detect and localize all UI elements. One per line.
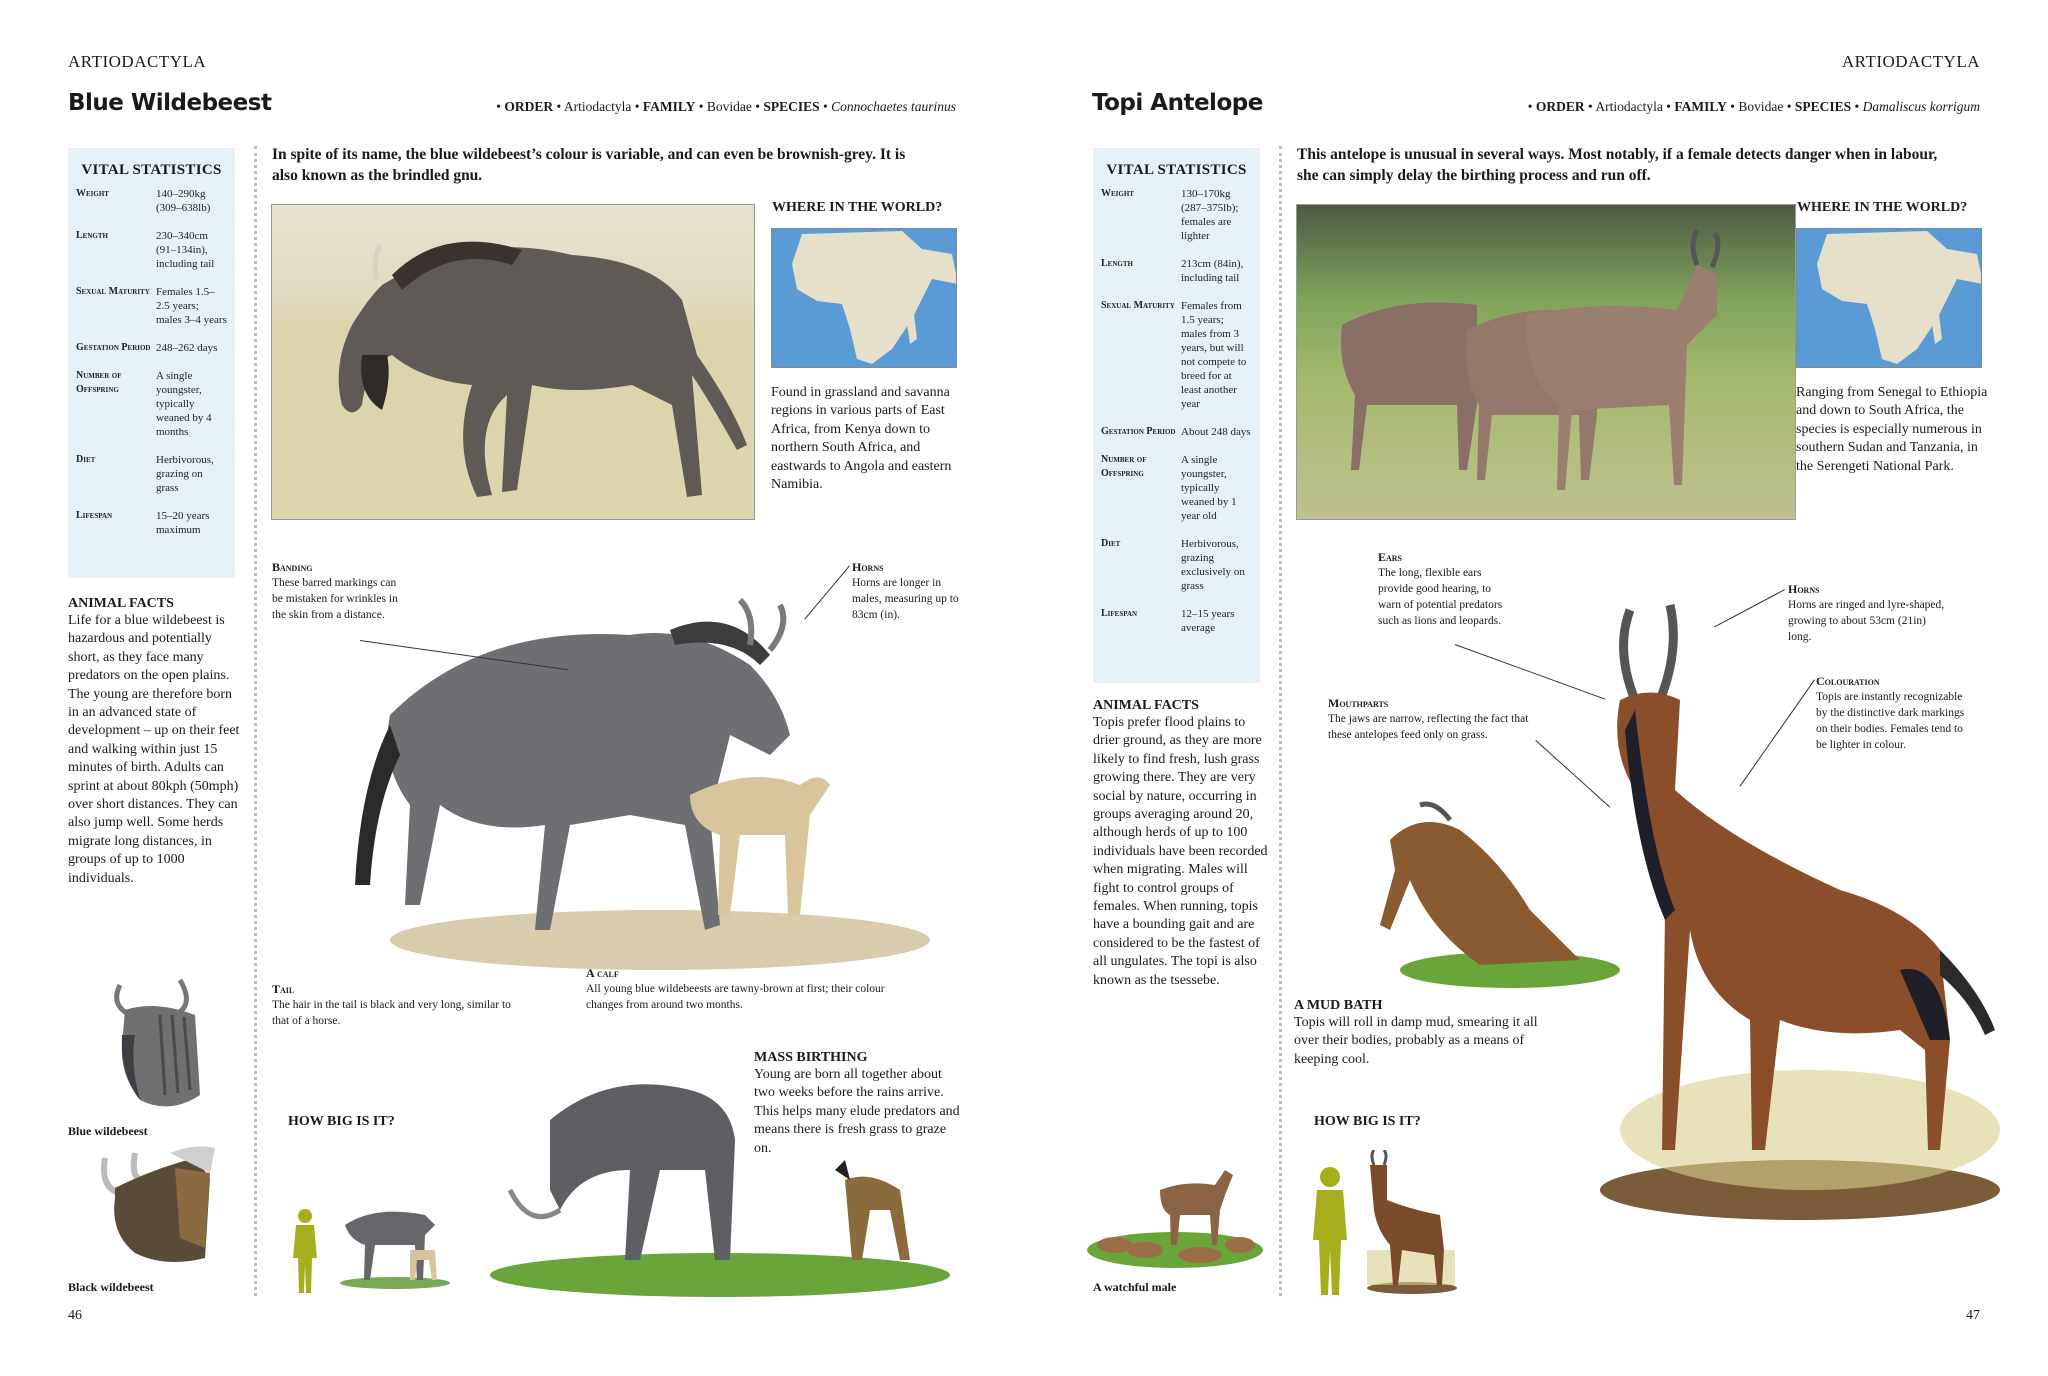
how-big-heading-left: HOW BIG IS IT? <box>288 1114 395 1129</box>
africa-map-left <box>771 228 957 368</box>
order-value: Artiodactyla <box>1595 99 1663 114</box>
animal-facts-right <box>1093 698 1268 990</box>
order-value: Artiodactyla <box>563 99 632 114</box>
stat-value: 12–15 years average <box>1181 608 1235 634</box>
how-big-heading-right: HOW BIG IS IT? <box>1314 1114 1421 1129</box>
stat-value: Females from 1.5 years; males from 3 years, but will not compete to breed for at least another year <box>1181 300 1247 410</box>
running-head-left: ARTIODACTYLA <box>68 52 207 71</box>
human-silhouette-icon-right <box>1310 1165 1350 1295</box>
order-label: ORDER <box>504 99 554 114</box>
species-label: SPECIES <box>763 99 820 114</box>
caption-blue-wildebeest: Blue wildebeest <box>68 1124 148 1138</box>
stat-value: 213cm (84in), including tail <box>1181 258 1244 284</box>
mud-bath-heading: A MUD BATH <box>1294 998 1383 1013</box>
species-label: SPECIES <box>1794 99 1852 114</box>
stat-label: Diet <box>1101 538 1121 549</box>
stat-label: Weight <box>76 188 109 199</box>
stat-row-diet <box>1101 537 1252 593</box>
callout-tail <box>272 982 512 1029</box>
mud-bath-box <box>1294 998 1544 1069</box>
stat-label: Length <box>1101 258 1133 269</box>
callout-title: Ears <box>1378 550 1403 564</box>
stat-value: Females 1.5–2.5 years; males 3–4 years <box>156 286 227 326</box>
animal-facts-left <box>68 596 243 888</box>
where-in-world-text-right: Ranging from Senegal to Ethiopia and down to South Africa, the species is especially numerous in southern Sudan and Tanzania, in the Serengeti National Park. <box>1796 385 1988 474</box>
wildebeest-with-calf-illustration <box>330 585 930 985</box>
stat-label: Lifespan <box>1101 608 1138 619</box>
family-value: Bovidae <box>1738 99 1784 114</box>
column-divider-left <box>254 146 257 1296</box>
africa-map-right <box>1796 228 1982 368</box>
stat-row-offspring <box>1101 453 1252 523</box>
stat-value: 130–170kg (287–375lb); females are lighter <box>1181 188 1239 242</box>
callout-title: Horns <box>1788 582 1820 596</box>
family-value: Bovidae <box>706 99 752 114</box>
human-silhouette-icon-left <box>290 1208 320 1293</box>
page-number-left: 46 <box>68 1308 82 1323</box>
watchful-male-illustration <box>1085 1150 1265 1270</box>
callout-mouthparts <box>1328 696 1538 743</box>
stat-value: 230–340cm (91–134in), including tail <box>156 230 215 270</box>
stat-value: Herbivorous, grazing exclusively on grass <box>1181 538 1245 592</box>
callout-title: Banding <box>272 560 313 574</box>
callout-horns-right <box>1788 582 1948 645</box>
stat-value: 15–20 years maximum <box>156 510 210 536</box>
callout-title: Colouration <box>1816 674 1880 688</box>
callout-a-calf <box>586 966 886 1013</box>
animal-facts-heading: ANIMAL FACTS <box>68 596 174 611</box>
stat-row-weight <box>76 187 227 215</box>
stat-row-gestation <box>76 341 227 355</box>
callout-colouration <box>1816 674 1976 753</box>
callout-text: The jaws are narrow, reflecting the fact that these antelopes feed only on grass. <box>1328 713 1529 741</box>
stat-label: Lifespan <box>76 510 113 521</box>
where-in-world-heading-right: WHERE IN THE WORLD? <box>1797 200 1968 215</box>
stat-row-lifespan <box>1101 607 1252 635</box>
callout-text: All young blue wildebeests are tawny-brown at first; their colour changes from around two months. <box>586 983 885 1011</box>
stat-value: About 248 days <box>1181 426 1251 438</box>
caption-watchful-male: A watchful male <box>1093 1280 1177 1294</box>
vital-statistics-panel-right <box>1093 148 1260 683</box>
stat-row-sexual-maturity <box>1101 299 1252 411</box>
vital-statistics-heading: VITAL STATISTICS <box>1106 162 1247 178</box>
stat-value: A single youngster, typically weaned by 4 months <box>156 370 212 438</box>
stat-value: Herbivorous, grazing on grass <box>156 454 214 494</box>
page-number-right: 47 <box>1966 1308 1980 1323</box>
mud-bath-illustration <box>1360 800 1620 990</box>
stat-row-diet <box>76 453 227 495</box>
stat-label: Number of Offspring <box>1101 454 1147 479</box>
callout-title: Tail <box>272 982 295 996</box>
intro-text-left: In spite of its name, the blue wildebeest’s colour is variable, and can even be brownish-grey. It is also known as the brindled gnu. <box>272 146 906 184</box>
wildebeest-photo <box>271 204 755 520</box>
taxonomy-right: • ORDER • Artiodactyla • FAMILY • Bovidae • SPECIES • Damaliscus korrigum <box>1527 99 1980 114</box>
vital-statistics-panel-left <box>68 148 235 578</box>
stat-row-gestation <box>1101 425 1252 439</box>
stat-label: Length <box>76 230 108 241</box>
callout-text: Horns are longer in males, measuring up to 83cm (in). <box>852 577 959 621</box>
running-head-right: ARTIODACTYLA <box>1841 52 1980 71</box>
stat-label: Sexual Maturity <box>76 286 150 297</box>
vital-statistics-heading: VITAL STATISTICS <box>81 162 222 178</box>
stat-row-lifespan <box>76 509 227 537</box>
callout-ears <box>1378 550 1508 629</box>
animal-facts-heading: ANIMAL FACTS <box>1093 698 1199 713</box>
callout-text: These barred markings can be mistaken for wrinkles in the skin from a distance. <box>272 577 398 621</box>
stat-row-length <box>1101 257 1252 285</box>
blue-wildebeest-head-illustration <box>100 975 210 1115</box>
column-divider-right <box>1279 146 1282 1296</box>
stat-label: Weight <box>1101 188 1134 199</box>
stat-label: Sexual Maturity <box>1101 300 1175 311</box>
family-label: FAMILY <box>1674 99 1727 114</box>
stat-value: A single youngster, typically weaned by 1 year old <box>1181 454 1237 522</box>
page-title-left: Blue Wildebeest <box>68 90 272 116</box>
where-in-world-heading-left: WHERE IN THE WORLD? <box>772 200 943 215</box>
stat-label: Diet <box>76 454 96 465</box>
stat-label: Gestation Period <box>76 342 151 353</box>
callout-text: Horns are ringed and lyre-shaped, growing to about 53cm (21in) long. <box>1788 599 1945 643</box>
family-label: FAMILY <box>642 99 696 114</box>
stat-value: 140–290kg (309–638lb) <box>156 188 211 214</box>
mass-birthing-illustration <box>490 1060 970 1300</box>
mass-birthing-text: Young are born all together about two weeks before the rains arrive. This helps many elude predators and means there is fresh grass to graze on. <box>754 1067 960 1156</box>
page-title-right: Topi Antelope <box>1092 90 1263 116</box>
caption-black-wildebeest: Black wildebeest <box>68 1280 154 1294</box>
stat-row-sexual-maturity <box>76 285 227 327</box>
stat-row-offspring <box>76 369 227 439</box>
callout-text: Topis are instantly recognizable by the distinctive dark markings on their bodies. Females tend to be lighter in colour. <box>1816 691 1965 751</box>
stat-label: Gestation Period <box>1101 426 1176 437</box>
mass-birthing-heading: MASS BIRTHING <box>754 1050 868 1065</box>
stat-row-weight <box>1101 187 1252 243</box>
species-value: Damaliscus korrigum <box>1862 99 1980 114</box>
callout-title: A calf <box>586 966 619 980</box>
species-value: Connochaetes taurinus <box>831 99 956 114</box>
callout-banding <box>272 560 402 623</box>
stat-row-length <box>76 229 227 271</box>
callout-horns-left <box>852 560 962 623</box>
callout-title: Horns <box>852 560 884 574</box>
where-in-world-text-left: Found in grassland and savanna regions in various parts of East Africa, from Kenya down to northern South Africa, and eastwards to Angola and eastern Namibia. <box>771 385 952 493</box>
animal-facts-text: Topis prefer flood plains to drier ground, as they are more likely to find fresh, lush grass growing there. They are very social by nature, occurring in groups averaging around 20, although herds of up to 100 individuals have been recorded when migrating. Males will fight to control groups of females. When running, topis have a bounding gait and are considered to be the fastest of all ungulates. The topi is also known as the tsessebe. <box>1093 715 1268 988</box>
stat-label: Number of Offspring <box>76 370 122 395</box>
stat-value: 248–262 days <box>156 342 218 354</box>
topi-herd-photo <box>1296 204 1796 520</box>
scale-wildebeest-illustration <box>335 1195 455 1290</box>
intro-text-right: This antelope is unusual in several ways. Most notably, if a female detects danger when in labour, she can simply delay the birthing process and run off. <box>1297 146 1938 184</box>
callout-text: The long, flexible ears provide good hearing, to warn of potential predators such as lions and leopards. <box>1378 567 1503 627</box>
order-label: ORDER <box>1535 99 1585 114</box>
taxonomy-left: • ORDER • Artiodactyla • FAMILY • Bovidae • SPECIES • Connochaetes taurinus <box>496 99 956 114</box>
callout-title: Mouthparts <box>1328 696 1389 710</box>
animal-facts-text: Life for a blue wildebeest is hazardous and potentially short, as they face many predators on the open plains. The young are therefore born in an advanced state of development – up on their feet and walking within just 15 minutes of birth. Adults can sprint at about 80kph (50mph) over short distances. They can also jump well. Some herds migrate long distances, in groups of up to 1000 individuals. <box>68 613 240 886</box>
callout-text: The hair in the tail is black and very long, similar to that of a horse. <box>272 999 511 1027</box>
scale-topi-illustration <box>1362 1150 1457 1295</box>
black-wildebeest-head-illustration <box>85 1138 225 1268</box>
mud-bath-text: Topis will roll in damp mud, smearing it all over their bodies, probably as a means of keeping cool. <box>1294 1015 1538 1067</box>
